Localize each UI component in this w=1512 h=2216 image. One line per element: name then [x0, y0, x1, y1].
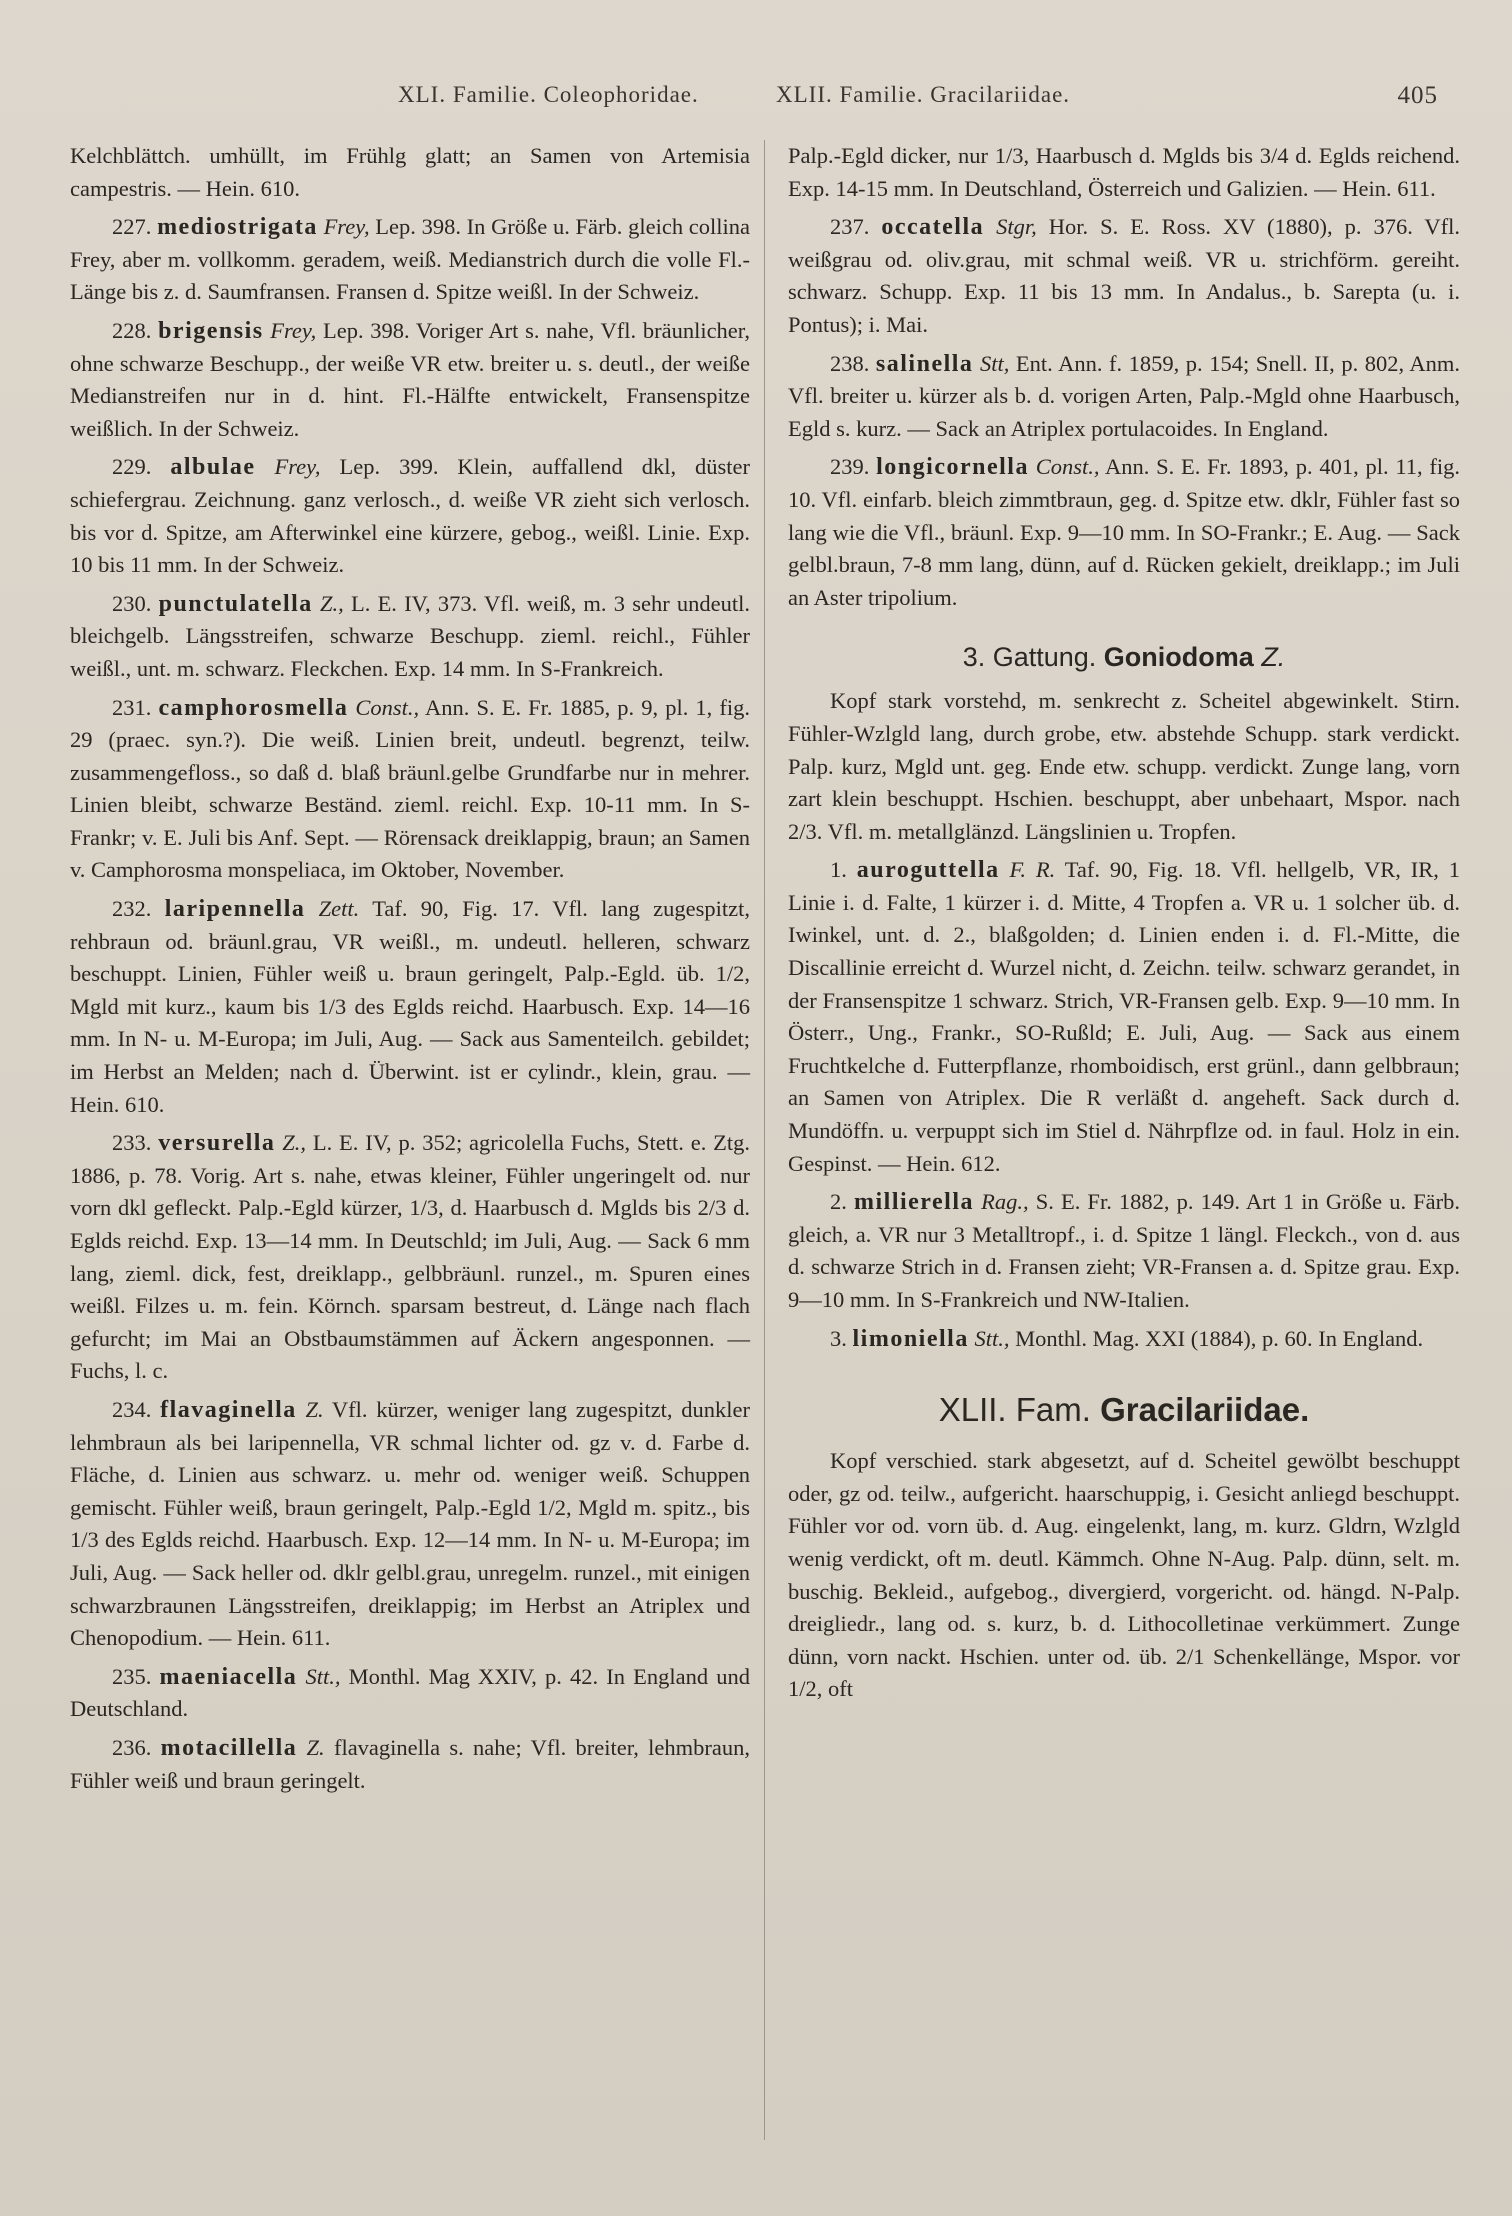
species-author: F. R. — [1009, 857, 1056, 883]
species-entry — [788, 1323, 1460, 1356]
species-author: Z., — [320, 590, 344, 616]
family-name: Gracilariidae. — [1100, 1391, 1310, 1429]
species-name: salinella — [875, 350, 974, 377]
species-name: flavaginella — [160, 1396, 297, 1423]
species-name: occatella — [881, 214, 985, 241]
species-name: laripennella — [164, 896, 306, 923]
species-entry — [70, 1127, 750, 1388]
entry-number: 230. — [112, 590, 152, 616]
entry-number: 236. — [112, 1734, 152, 1760]
entry-text: Lep. 398. In Größe u. Färb. gleich collina Frey, aber m. vollkomm. geradem, weiß. Medianstrich durch die volle Fl.-Länge bis z. d. Saumfransen. Fransen d. Spitze weißl. In der Schweiz. — [70, 214, 750, 305]
species-name: limoniella — [852, 1325, 969, 1352]
entry-text: flavaginella s. nahe; Vfl. breiter, lehmbraun, Fühler weiß und braun geringelt. — [70, 1734, 751, 1793]
entry-number: 232. — [112, 896, 152, 922]
species-author: Stgr, — [996, 214, 1037, 240]
entry-text: Vfl. kürzer, weniger lang zugespitzt, dunkler lehmbraun als bei laripennella, VR schmal lichter od. gz v. d. Farbe d. Fläche, d. Linien aus schwarz. u. mehr od. weniger weiß. Schuppen gemischt. Fühler weiß, braun geringelt, Palp.-Egld 1/2, Mgld m. spitz., bis 1/3 des Eglds reichd. Haarbusch. Exp. 12—14 mm. In N- u. M-Europa; im Juli, Aug. — Sack heller od. dklr gelbl.grau, unregelm. runzel., mit einigen schwarzbraunen Längsstreifen, dreiklappig; im Herbst an Atriplex und Chenopodium. — Hein. 611. — [70, 1396, 750, 1651]
species-author: Rag., — [981, 1189, 1029, 1215]
species-entry — [70, 315, 750, 445]
entry-text: Hor. S. E. Ross. XV (1880), p. 376. Vfl. weißgrau od. oliv.grau, mit schmal weiß. VR u. strichförm. gereiht. schwarz. Schupp. Exp. 11 bis 13 mm. In Andalus., b. Sarepta (u. i. Pontus); i. Mai. — [788, 214, 1461, 337]
genus-heading — [788, 642, 1460, 673]
species-author: Z., — [282, 1130, 306, 1156]
species-author: Stt., — [305, 1663, 341, 1689]
genus-prefix: 3. Gattung. — [962, 642, 1097, 673]
species-name: camphorosmella — [158, 694, 349, 721]
entry-text: Taf. 90, Fig. 17. Vfl. lang zugespitzt, rehbraun od. bräunl.grau, VR weißl., m. undeutl. helleren, schwarz beschuppt. Linien, Fühler weiß u. braun geringelt, Palp.-Egld. üb. 1/2, Mgld mit kurz., kaum bis 1/3 des Eglds reichd. Haarbusch. Exp. 14—16 mm. In N- u. M-Europa; im Juli, Aug. — Sack aus Samenteilch. gebildet; im Herbst an Melden; nach d. Überwint. ist er cylindr., klein, grau. — Hein. 610. — [70, 896, 751, 1117]
species-name: millierella — [853, 1189, 975, 1216]
species-name: mediostrigata — [157, 214, 318, 241]
entry-text: L. E. IV, p. 352; agricolella Fuchs, Stett. e. Ztg. 1886, p. 78. Vorig. Art s. nahe, etwas kleiner, Fühler ungeringelt od. nur vorn dkl gefleckt. Palp.-Egld kürzer, 1/3, d. Haarbusch d. Mglds bis 2/3 d. Eglds reichd. Exp. 13—14 mm. In Deutschld; im Juli, Aug. — Sack 6 mm lang, zieml. dick, fest, dreiklapp., gelbbräunl. runzel., m. Spuren eines weißl. Filzes u. m. fein. Körnch. sparsam bestreut, d. Länge nach flach gefurcht; im Mai an Obstbaumstämmen auf Äckern angesponnen. — Fuchs, l. c. — [70, 1130, 751, 1384]
entry-text: Ann. S. E. Fr. 1885, p. 9, pl. 1, fig. 29 (praec. syn.?). Die weiß. Linien breit, undeutl. begrenzt, teilw. zusammengefloss., so daß d. blaß bräunl.gelbe Grundfarbe nur in mehrer. Linien bleibt, schwarze Beständ. zieml. reichl. Exp. 10-11 mm. In S-Frankr; v. E. Juli bis Anf. Sept. — Rörensack dreiklappig, braun; an Samen v. Camphorosma monspeliaca, im Oktober, November. — [70, 694, 750, 883]
entry-number: 1. — [830, 857, 847, 883]
genus-name: Goniodoma — [1103, 642, 1254, 673]
entry-text: L. E. IV, 373. Vfl. weiß, m. 3 sehr undeutl. bleichgelb. Längsstreifen, schwarze Beschupp. zieml. reichl., Fühler weißl., unt. m. schwarz. Fleckchen. Exp. 14 mm. In S-Frankreich. — [70, 590, 751, 681]
running-head — [398, 82, 1438, 122]
species-name: albulae — [170, 454, 256, 481]
species-name: brigensis — [158, 317, 264, 344]
species-entry — [70, 140, 750, 205]
genus-description: Kopf stark vorstehd, m. senkrecht z. Scheitel abgewinkelt. Stirn. Fühler-Wzlgld lang, durch grobe, etw. abstehde Schupp. stark verdickt. Palp. kurz, Mgld unt. geg. Ende etw. schupp. verdickt. Zunge lang, vorn zart klein beschuppt. Hschien. beschuppt, aber unbehaart, Mspor. nach 2/3. Vfl. m. metallglänzd. Längslinien u. Tropfen. — [788, 688, 1460, 844]
species-name: versurella — [158, 1130, 276, 1157]
genus-author: Z. — [1261, 642, 1286, 673]
entry-text: Ent. Ann. f. 1859, p. 154; Snell. II, p. 802, Anm. Vfl. breiter u. kürzer als b. d. vorigen Arten, Palp.-Mgld ohne Haarbusch, Egld s. kurz. — Sack an Atriplex portulacoides. In England. — [788, 350, 1461, 441]
right-column — [788, 140, 1460, 1712]
species-author: Frey, — [270, 317, 317, 343]
species-entry — [788, 348, 1460, 446]
species-entry — [70, 893, 750, 1121]
entry-number: 231. — [112, 694, 152, 720]
species-entry — [788, 140, 1460, 205]
species-entry — [70, 1661, 750, 1726]
species-author: Stt, — [979, 350, 1010, 376]
family-prefix: XLII. Fam. — [938, 1391, 1091, 1429]
entry-text: Ann. S. E. Fr. 1893, p. 401, pl. 11, fig. 10. Vfl. einfarb. bleich zimmtbraun, geg. d. Spitze etw. dklr, Fühler fast so lang wie die Vfl., bräunl. Exp. 9—10 mm. In SO-Frankr.; E. Aug. — Sack gelbl.braun, 7-8 mm lang, dünn, auf d. Rücken gekielt, dreiklapp.; im Juli an Aster tripolium. — [788, 454, 1461, 610]
species-entry — [788, 1186, 1460, 1316]
genus-species-entries — [788, 854, 1460, 1355]
entry-number: 234. — [112, 1396, 152, 1422]
species-author: Frey, — [274, 454, 321, 480]
entry-number: 2. — [830, 1189, 847, 1215]
entry-text: Taf. 90, Fig. 18. Vfl. hellgelb, VR, IR, 1 Linie i. d. Falte, 1 kürzer i. d. Mitte, 4 Tropfen a. VR u. 1 solcher üb. d. Iwinkel, unt. d. 2., blaßgolden; d. Linien enden i. d. Fl.-Mitte, die Discallinie erreicht d. Wurzel nicht, d. Zeichn. teilw. schwarz gerandet, in der Fransenspitze 1 schwarz. Strich, VR-Fransen gelb. Exp. 9—10 mm. In Österr., Ung., Frankr., SO-Rußld; E. Juli, Aug. — Sack aus einem Fruchtkelche d. Futterpflanze, rhomboidisch, erst grünl., dann gelbbraun; an Samen von Atriplex. Die R verläßt d. angeheft. Sack durch d. Mundöffn. u. verpuppt sich im Stiel d. Nährpflze od. in faul. Holz in ein. Gespinst. — Hein. 612. — [788, 857, 1461, 1176]
species-author: Const., — [355, 694, 420, 720]
entry-text: Monthl. Mag. XXI (1884), p. 60. In England. — [1015, 1325, 1424, 1351]
species-entry — [70, 588, 750, 686]
species-author: Z. — [305, 1396, 324, 1422]
species-author: Z. — [306, 1734, 325, 1760]
entry-number: 235. — [112, 1663, 152, 1689]
right-column-entries — [788, 140, 1460, 614]
entry-text: Monthl. Mag XXIV, p. 42. In England und Deutschland. — [70, 1663, 750, 1722]
species-author: Zett. — [318, 896, 360, 922]
entry-text: Lep. 399. Klein, auffallend dkl, düster schiefergrau. Zeichnung. ganz verlosch., d. weiße VR zieht sich verlosch. bis vor d. Spitze, am Afterwinkel eine kürzere, gebog., weißl. Linie. Exp. 10 bis 11 mm. In der Schweiz. — [70, 454, 751, 578]
entry-number: 228. — [112, 317, 152, 343]
entry-number: 238. — [830, 350, 870, 376]
entry-text: Palp.-Egld dicker, nur 1/3, Haarbusch d. Mglds bis 3/4 d. Eglds reichend. Exp. 14-15 mm. In Deutschland, Österreich und Galizien. — Hein. 611. — [788, 143, 1460, 201]
species-author: Frey, — [323, 214, 370, 240]
species-entry — [788, 451, 1460, 614]
entry-text: Kelchblättch. umhüllt, im Frühlg glatt; an Samen von Artemisia campestris. — Hein. 610. — [70, 143, 750, 201]
species-name: longicornella — [876, 454, 1029, 481]
running-head-left: XLI. Familie. Coleophoridae. — [398, 82, 699, 107]
page-number: 405 — [1397, 82, 1438, 109]
family-description: Kopf verschied. stark abgesetzt, auf d. Scheitel gewölbt beschuppt oder, gz od. teilw., aufgericht. haarschuppig, i. Gesicht anliegd beschuppt. Fühler vor od. vorn üb. d. Aug. eingelenkt, lang, m. kurz. Gldrn, Wzlgld wenig verdickt, oft m. deutl. Kämmch. Ohne N-Aug. Palp. dünn, selt. m. buschig. Bekleid., aufgebog., divergierd, vorgericht. od. hängd. N-Palp. dreigliedr., lang od. s. kurz, b. d. Lithocolletinae verkümmert. Zunge dünn, vorn nackt. Hschien. unter od. üb. 2/1 Schenkellänge, Mspor. vor 1/2, oft — [788, 1448, 1460, 1702]
family-heading — [788, 1391, 1460, 1429]
entry-number: 227. — [112, 214, 152, 240]
species-entry — [70, 451, 750, 581]
species-name: motacillella — [160, 1734, 298, 1761]
species-entry — [70, 211, 750, 309]
species-name: maeniacella — [159, 1663, 298, 1690]
species-entry — [788, 211, 1460, 341]
species-name: auroguttella — [856, 857, 1000, 884]
species-entry — [70, 1394, 750, 1655]
entry-number: 229. — [112, 454, 152, 480]
species-entry — [70, 1732, 750, 1797]
species-author: Stt., — [974, 1325, 1010, 1351]
entry-number: 233. — [112, 1130, 152, 1156]
running-head-right: XLII. Familie. Gracilariidae. — [776, 82, 1071, 107]
species-entry — [70, 692, 750, 888]
species-author: Const., — [1035, 454, 1100, 480]
entry-number: 239. — [830, 454, 870, 480]
species-name: punctulatella — [158, 590, 313, 617]
left-column — [70, 140, 750, 1803]
species-entry — [788, 854, 1460, 1180]
column-divider — [764, 140, 765, 2140]
entry-text: S. E. Fr. 1882, p. 149. Art 1 in Größe u. Färb. gleich, a. VR nur 3 Metalltropf., i. d. Spitze 1 längl. Fleckch., von d. aus d. schwarze Strich in d. Fransen zieht; VR-Fransen a. d. Spitze grau. Exp. 9—10 mm. In S-Frankreich und NW-Italien. — [788, 1189, 1461, 1312]
entry-text: Lep. 398. Voriger Art s. nahe, Vfl. bräunlicher, ohne schwarze Beschupp., der weiße VR etw. breiter u. s. deutl., der weiße Medianstreifen nur in d. hint. Fl.-Hälfte entwickelt, Fransenspitze weißlich. In der Schweiz. — [70, 317, 751, 441]
entry-number: 237. — [830, 214, 870, 240]
entry-number: 3. — [830, 1325, 847, 1351]
